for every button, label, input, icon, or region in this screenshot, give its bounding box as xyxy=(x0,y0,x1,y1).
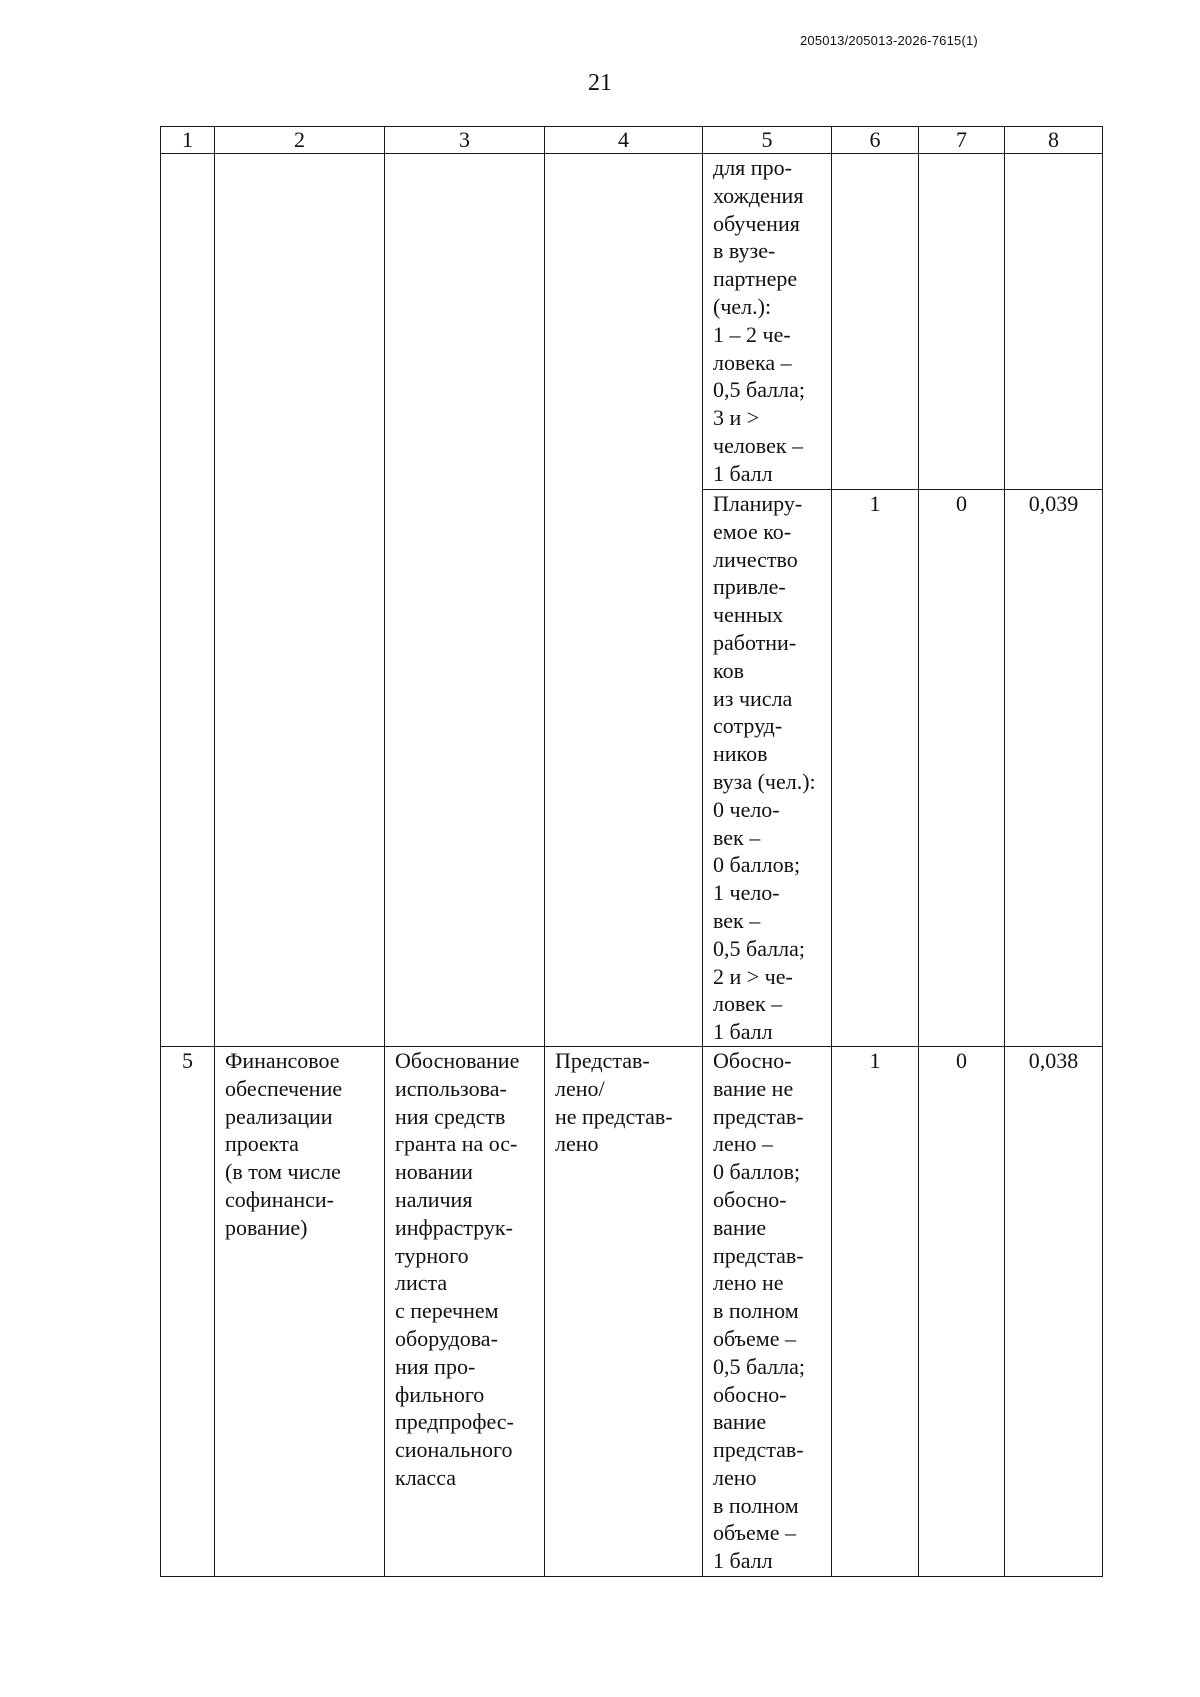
max-score-cell: 1 xyxy=(832,490,919,1047)
scoring-criteria-cell xyxy=(703,154,832,490)
column-number-cell: 8 xyxy=(1005,127,1103,154)
document-id: 205013/205013-2026-7615(1) xyxy=(800,33,978,48)
column-number-row xyxy=(161,127,1103,154)
weight-cell: 0,039 xyxy=(1005,490,1103,1047)
number-cell xyxy=(161,154,215,1047)
criteria-table xyxy=(160,126,1103,1577)
min-score-cell: 0 xyxy=(919,490,1005,1047)
criterion-name-text: Финансовое обеспечение реализации проекта (в том числе софинанси- рование) xyxy=(225,1047,343,1240)
column-number-cell: 3 xyxy=(385,127,545,154)
indicator-cell xyxy=(385,1046,545,1576)
value-cell xyxy=(545,154,703,1047)
criterion-name-cell xyxy=(215,1046,385,1576)
scoring-criteria-text: для про- хождения обучения в вузе- партнере (чел.): 1 – 2 че- ловека – 0,5 балла; 3 и > человек – 1 балл xyxy=(713,155,805,486)
min-score-cell: 0 xyxy=(919,1046,1005,1576)
value-cell xyxy=(545,1046,703,1576)
scoring-criteria-text: Планиру- емое ко- личество привле- ченных работни- ков из числа сотруд- ников вуза (чел.): 0 чело- век – 0 баллов; 1 чело- век – 0,5 балла; 2 и > че- ловек – 1 балл xyxy=(713,491,816,1045)
scoring-criteria-cell xyxy=(703,490,832,1047)
column-number-cell: 4 xyxy=(545,127,703,154)
scoring-criteria-text: Обосно- вание не представ- лено – 0 баллов; обосно- вание представ- лено не в полном объеме – 0,5 балла; обосно- вание представ- лено в полном объеме – 1 балл xyxy=(713,1047,805,1574)
number-cell: 5 xyxy=(161,1046,215,1576)
column-number-cell: 6 xyxy=(832,127,919,154)
min-score-cell xyxy=(919,154,1005,490)
max-score-cell xyxy=(832,154,919,490)
weight-cell: 0,038 xyxy=(1005,1046,1103,1576)
table-row xyxy=(161,1046,1103,1576)
value-text: Представ- лено/ не представ- лено xyxy=(555,1047,673,1157)
indicator-cell xyxy=(385,154,545,1047)
table-row xyxy=(161,154,1103,490)
page-number: 21 xyxy=(588,70,612,96)
column-number-cell: 5 xyxy=(703,127,832,154)
scoring-criteria-cell xyxy=(703,1046,832,1576)
column-number-cell: 1 xyxy=(161,127,215,154)
column-number-cell: 7 xyxy=(919,127,1005,154)
weight-cell xyxy=(1005,154,1103,490)
indicator-text: Обоснование использова- ния средств гранта на ос- новании наличия инфраструк- турного листа с перечнем оборудова- ния про- фильного предпрофес- сионального класса xyxy=(395,1047,520,1490)
max-score-cell: 1 xyxy=(832,1046,919,1576)
column-number-cell: 2 xyxy=(215,127,385,154)
criterion-name-cell xyxy=(215,154,385,1047)
